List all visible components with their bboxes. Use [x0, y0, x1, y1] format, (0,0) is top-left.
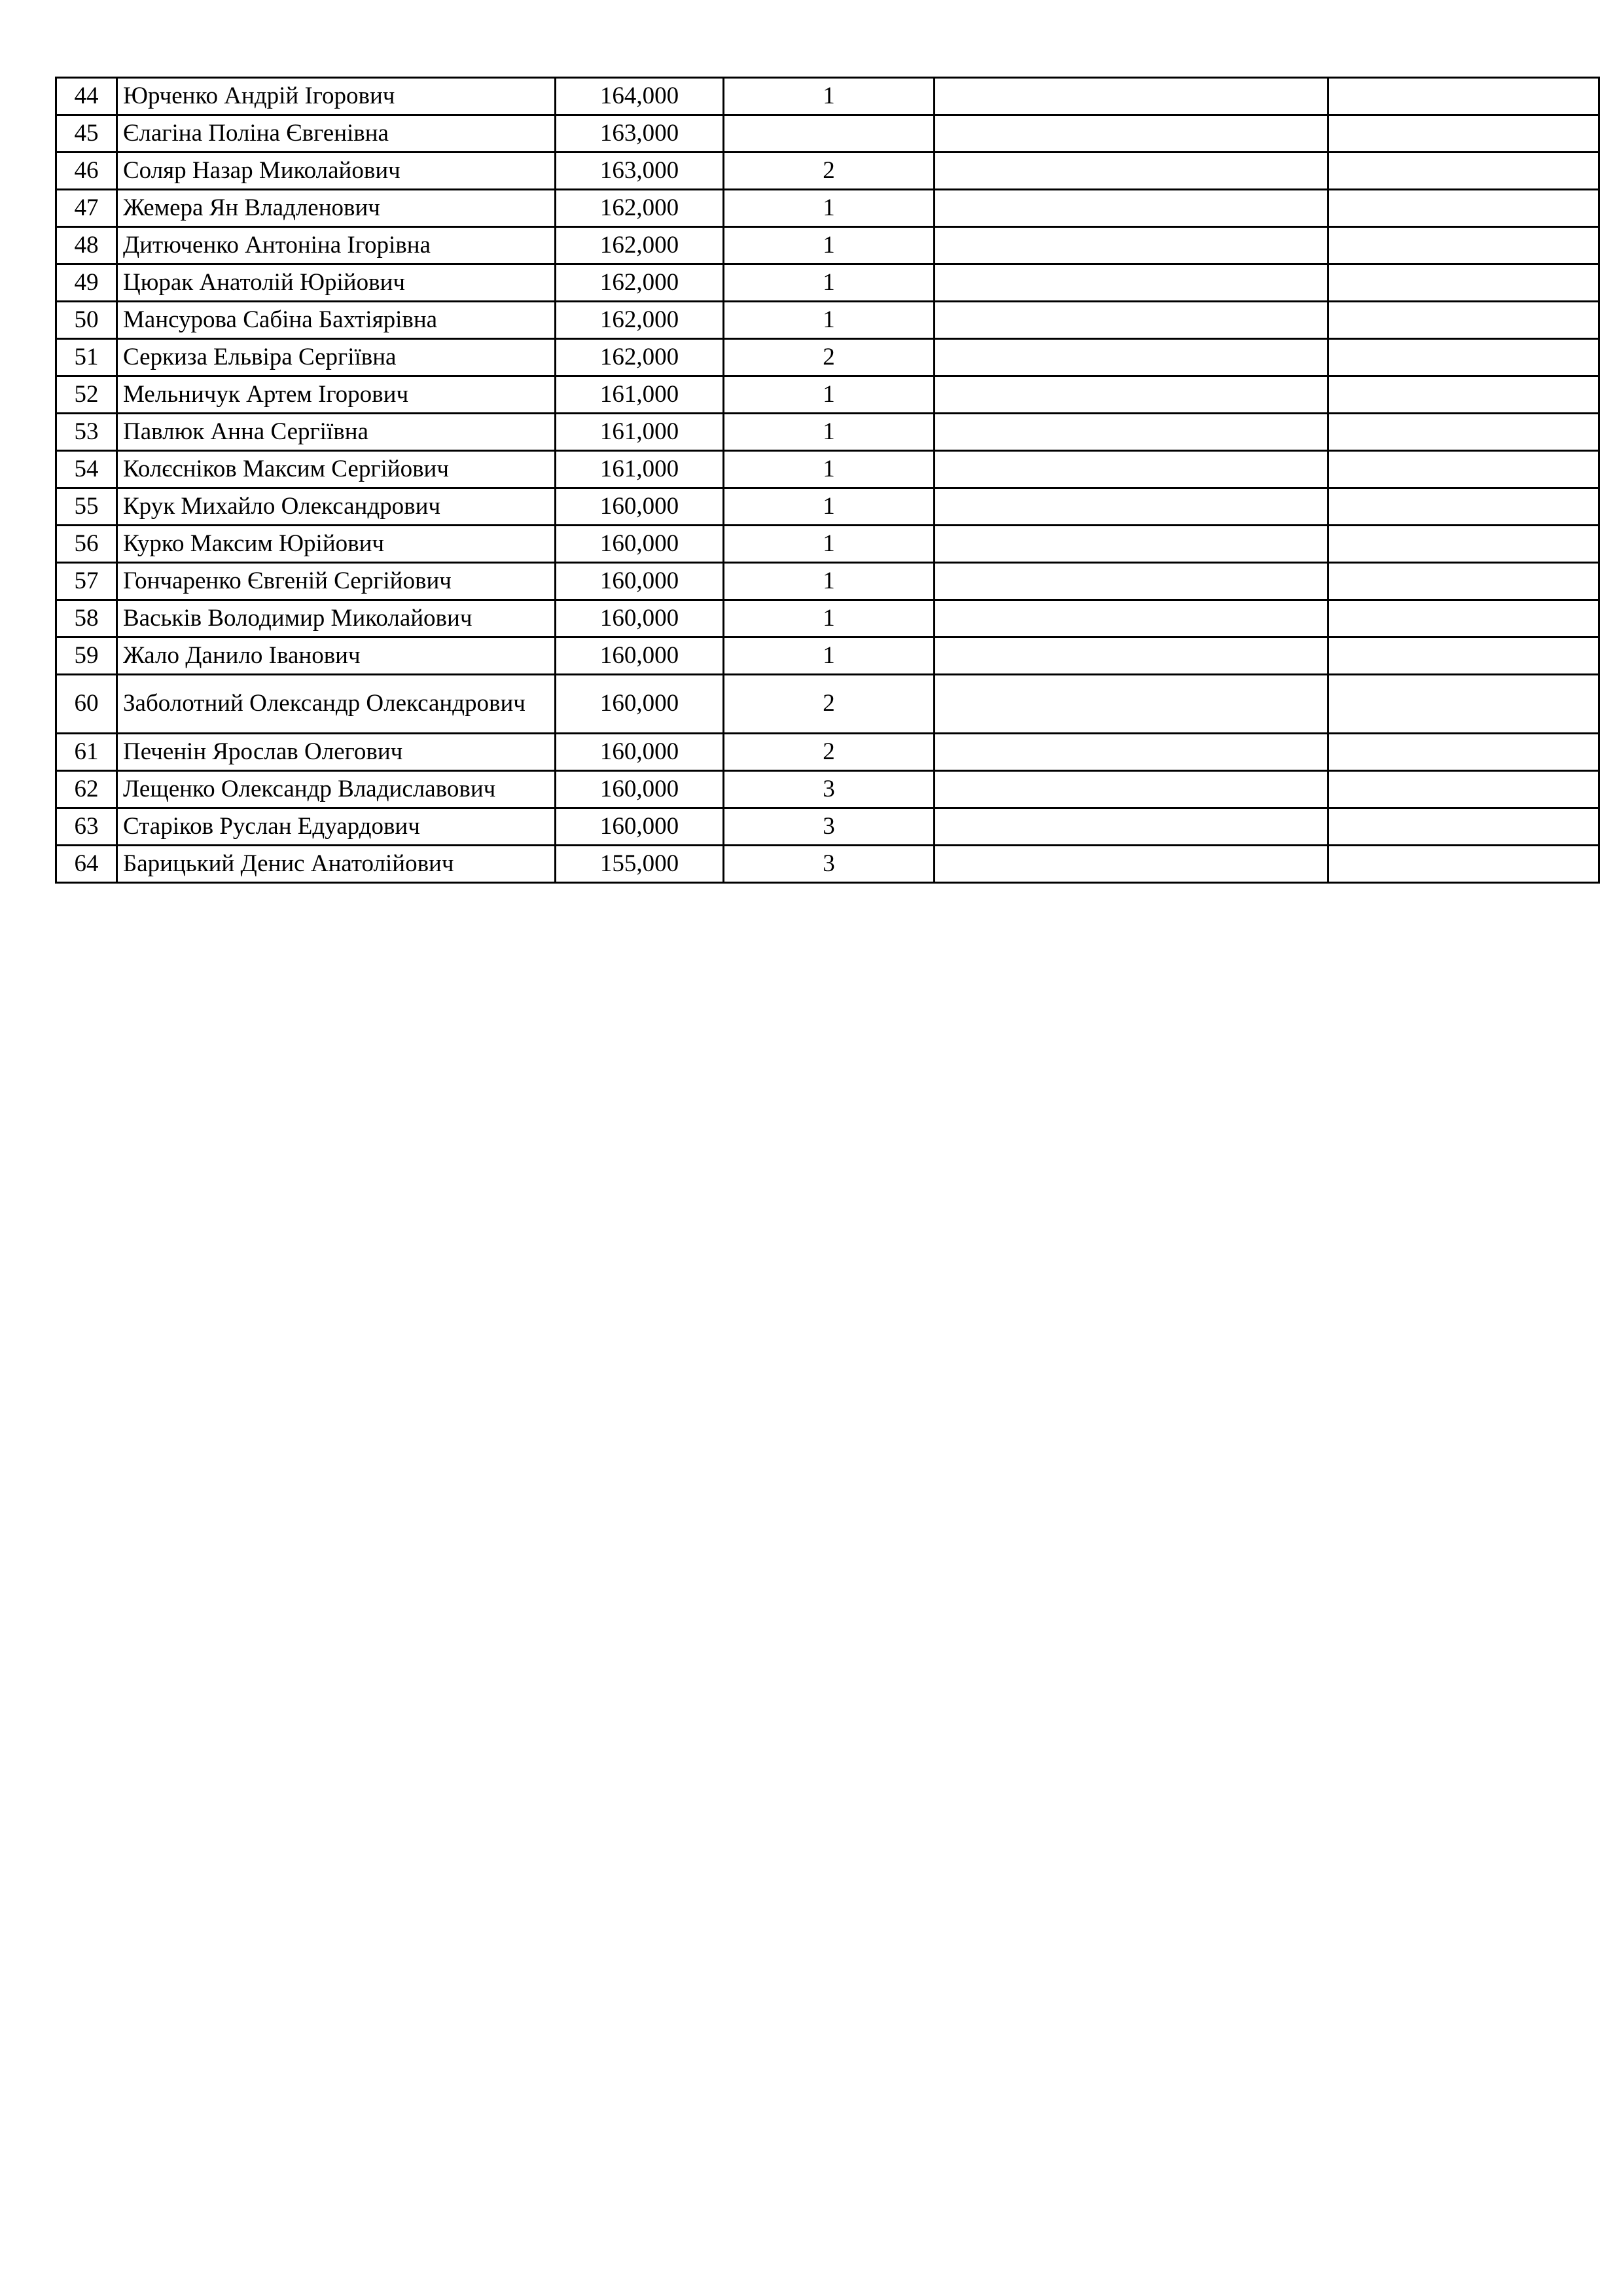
empty-cell [935, 846, 1329, 883]
applicant-name: Васьків Володимир Миколайович [117, 600, 556, 637]
score: 164,000 [556, 78, 724, 115]
row-number: 52 [56, 376, 117, 414]
empty-cell [1329, 227, 1599, 264]
priority: 1 [724, 488, 935, 526]
empty-cell [935, 563, 1329, 600]
priority: 2 [724, 152, 935, 190]
applicant-name: Старіков Руслан Едуардович [117, 808, 556, 846]
table-row [56, 78, 1599, 115]
empty-cell [1329, 600, 1599, 637]
priority: 1 [724, 302, 935, 339]
applicant-name: Лещенко Олександр Владиславович [117, 771, 556, 808]
score: 155,000 [556, 846, 724, 883]
applicant-name: Цюрак Анатолій Юрійович [117, 264, 556, 302]
empty-cell [1329, 771, 1599, 808]
row-number: 61 [56, 734, 117, 771]
table-row [56, 451, 1599, 488]
score: 160,000 [556, 637, 724, 675]
applicant-name: Єлагіна Поліна Євгенівна [117, 115, 556, 152]
empty-cell [1329, 451, 1599, 488]
row-number: 45 [56, 115, 117, 152]
score: 160,000 [556, 488, 724, 526]
applicant-name: Дитюченко Антоніна Ігорівна [117, 227, 556, 264]
score: 162,000 [556, 339, 724, 376]
applicant-name: Жало Данило Іванович [117, 637, 556, 675]
empty-cell [935, 734, 1329, 771]
empty-cell [1329, 376, 1599, 414]
row-number: 51 [56, 339, 117, 376]
empty-cell [935, 600, 1329, 637]
score: 161,000 [556, 376, 724, 414]
priority: 3 [724, 846, 935, 883]
applicant-name: Печенін Ярослав Олегович [117, 734, 556, 771]
empty-cell [1329, 637, 1599, 675]
empty-cell [935, 526, 1329, 563]
table-row [56, 376, 1599, 414]
priority: 1 [724, 376, 935, 414]
applicant-name: Жемера Ян Владленович [117, 190, 556, 227]
score: 160,000 [556, 771, 724, 808]
table-row [56, 734, 1599, 771]
row-number: 46 [56, 152, 117, 190]
priority: 1 [724, 526, 935, 563]
table-row [56, 846, 1599, 883]
ranking-table [55, 77, 1600, 884]
empty-cell [935, 637, 1329, 675]
applicant-name: Барицький Денис Анатолійович [117, 846, 556, 883]
table-row [56, 675, 1599, 734]
row-number: 63 [56, 808, 117, 846]
table-row [56, 227, 1599, 264]
empty-cell [935, 302, 1329, 339]
empty-cell [935, 78, 1329, 115]
applicant-name: Серкиза Ельвіра Сергіївна [117, 339, 556, 376]
empty-cell [1329, 339, 1599, 376]
applicant-name: Юрченко Андрій Ігорович [117, 78, 556, 115]
empty-cell [935, 808, 1329, 846]
empty-cell [935, 227, 1329, 264]
priority: 1 [724, 637, 935, 675]
priority: 1 [724, 600, 935, 637]
priority: 3 [724, 808, 935, 846]
score: 163,000 [556, 152, 724, 190]
score: 162,000 [556, 227, 724, 264]
score: 160,000 [556, 675, 724, 734]
priority [724, 115, 935, 152]
table-row [56, 526, 1599, 563]
empty-cell [1329, 264, 1599, 302]
row-number: 44 [56, 78, 117, 115]
table-row [56, 808, 1599, 846]
score: 163,000 [556, 115, 724, 152]
empty-cell [1329, 302, 1599, 339]
empty-cell [1329, 526, 1599, 563]
applicant-name: Колєсніков Максим Сергійович [117, 451, 556, 488]
applicant-name: Соляр Назар Миколайович [117, 152, 556, 190]
table-row [56, 414, 1599, 451]
applicant-name: Павлюк Анна Сергіївна [117, 414, 556, 451]
score: 162,000 [556, 190, 724, 227]
row-number: 56 [56, 526, 117, 563]
applicant-name: Мансурова Сабіна Бахтіярівна [117, 302, 556, 339]
priority: 1 [724, 414, 935, 451]
empty-cell [1329, 846, 1599, 883]
applicant-name: Курко Максим Юрійович [117, 526, 556, 563]
empty-cell [1329, 808, 1599, 846]
priority: 2 [724, 734, 935, 771]
table-row [56, 488, 1599, 526]
table-row [56, 115, 1599, 152]
priority: 1 [724, 227, 935, 264]
row-number: 59 [56, 637, 117, 675]
table-row [56, 152, 1599, 190]
table-row [56, 771, 1599, 808]
table-row [56, 190, 1599, 227]
row-number: 49 [56, 264, 117, 302]
row-number: 55 [56, 488, 117, 526]
empty-cell [935, 488, 1329, 526]
empty-cell [1329, 78, 1599, 115]
score: 162,000 [556, 302, 724, 339]
table-row [56, 563, 1599, 600]
empty-cell [935, 771, 1329, 808]
priority: 1 [724, 451, 935, 488]
score: 162,000 [556, 264, 724, 302]
table-row [56, 637, 1599, 675]
applicant-name: Заболотний Олександр Олександрович [117, 675, 556, 734]
row-number: 64 [56, 846, 117, 883]
row-number: 53 [56, 414, 117, 451]
empty-cell [935, 414, 1329, 451]
row-number: 58 [56, 600, 117, 637]
row-number: 62 [56, 771, 117, 808]
empty-cell [1329, 675, 1599, 734]
score: 160,000 [556, 526, 724, 563]
priority: 1 [724, 264, 935, 302]
table-row [56, 339, 1599, 376]
empty-cell [935, 376, 1329, 414]
priority: 1 [724, 78, 935, 115]
row-number: 50 [56, 302, 117, 339]
empty-cell [935, 451, 1329, 488]
score: 160,000 [556, 734, 724, 771]
score: 161,000 [556, 414, 724, 451]
empty-cell [1329, 190, 1599, 227]
empty-cell [935, 190, 1329, 227]
table-row [56, 302, 1599, 339]
priority: 3 [724, 771, 935, 808]
empty-cell [935, 152, 1329, 190]
score: 161,000 [556, 451, 724, 488]
empty-cell [1329, 734, 1599, 771]
empty-cell [935, 675, 1329, 734]
empty-cell [935, 264, 1329, 302]
table-row [56, 600, 1599, 637]
priority: 1 [724, 190, 935, 227]
row-number: 60 [56, 675, 117, 734]
score: 160,000 [556, 600, 724, 637]
applicant-name: Крук Михайло Олександрович [117, 488, 556, 526]
row-number: 48 [56, 227, 117, 264]
applicant-name: Мельничук Артем Ігорович [117, 376, 556, 414]
priority: 2 [724, 339, 935, 376]
empty-cell [1329, 488, 1599, 526]
empty-cell [1329, 414, 1599, 451]
priority: 2 [724, 675, 935, 734]
empty-cell [935, 339, 1329, 376]
row-number: 54 [56, 451, 117, 488]
table-row [56, 264, 1599, 302]
score: 160,000 [556, 808, 724, 846]
row-number: 47 [56, 190, 117, 227]
row-number: 57 [56, 563, 117, 600]
empty-cell [1329, 152, 1599, 190]
score: 160,000 [556, 563, 724, 600]
empty-cell [1329, 563, 1599, 600]
empty-cell [935, 115, 1329, 152]
priority: 1 [724, 563, 935, 600]
applicant-name: Гончаренко Євгеній Сергійович [117, 563, 556, 600]
empty-cell [1329, 115, 1599, 152]
